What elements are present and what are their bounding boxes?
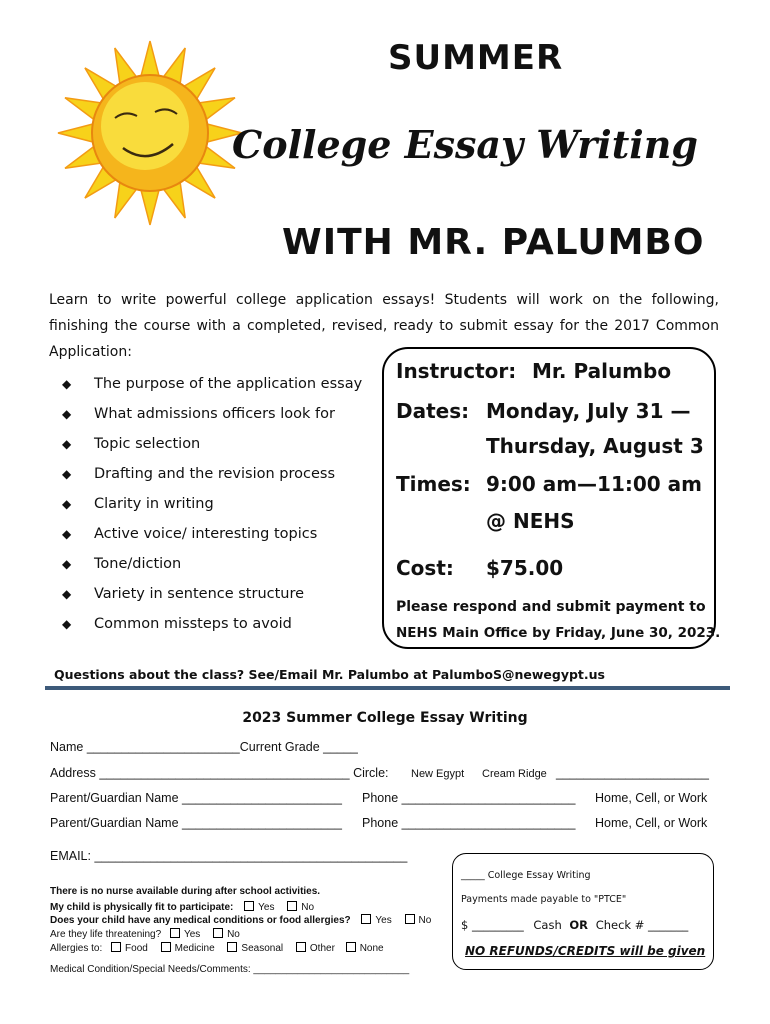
- payment-row: $ _________ Cash OR Check # _______: [461, 918, 689, 932]
- list-item: ◆ Common missteps to avoid: [62, 612, 382, 642]
- questions-contact: Questions about the class? See/Email Mr. Palumbo at PalumboS@newegypt.us: [54, 667, 605, 682]
- physically-fit-question: My child is physically fit to participate:: [50, 902, 234, 913]
- email-field[interactable]: EMAIL: _____________________________________________: [50, 849, 408, 863]
- payable-note: Payments made payable to "PTCE": [461, 894, 627, 905]
- allergy-medicine-checkbox[interactable]: [161, 942, 171, 952]
- sun-ray: [141, 41, 160, 78]
- medical-yes-checkbox[interactable]: [361, 914, 371, 924]
- diamond-bullet-icon: ◆: [62, 437, 72, 451]
- topic-list: [62, 372, 382, 642]
- instructor-label: Instructor:: [396, 359, 517, 383]
- life-yes-checkbox[interactable]: [170, 928, 180, 938]
- dates-line2: Thursday, August 3: [486, 434, 704, 458]
- fit-yes-checkbox[interactable]: [244, 901, 254, 911]
- list-item: ◆ Active voice/ interesting topics: [62, 522, 382, 552]
- diamond-bullet-icon: ◆: [62, 557, 72, 571]
- physically-fit-row: My child is physically fit to participate: Yes No: [50, 902, 315, 913]
- smiling-sun-illustration: [55, 38, 245, 228]
- medical-question-row: Does your child have any medical conditions or food allergies? Yes No: [50, 915, 432, 926]
- diamond-bullet-icon: ◆: [62, 587, 72, 601]
- sun-ray: [58, 124, 95, 143]
- instructor-value: Mr. Palumbo: [532, 359, 672, 383]
- medical-no-checkbox[interactable]: [405, 914, 415, 924]
- list-item: ◆ What admissions officers look for: [62, 402, 382, 432]
- diamond-bullet-icon: ◆: [62, 407, 72, 421]
- allergies-label: Allergies to:: [50, 943, 103, 954]
- sun-ray: [141, 188, 160, 225]
- title-course-name: College Essay Writing: [232, 122, 698, 167]
- check-number-field[interactable]: Check # _______: [595, 918, 689, 932]
- form-title: 2023 Summer College Essay Writing: [242, 710, 528, 726]
- allergy-seasonal-checkbox[interactable]: [227, 942, 237, 952]
- medical-comments-field[interactable]: Medical Condition/Special Needs/Comments: ____________________________: [50, 964, 410, 975]
- allergies-row: Allergies to: Food Medicine Seasonal Other None: [50, 943, 384, 954]
- respond-line2: NEHS Main Office by Friday, June 30, 2023.: [396, 625, 721, 641]
- list-item: ◆ Variety in sentence structure: [62, 582, 382, 612]
- list-item: ◆ Drafting and the revision process: [62, 462, 382, 492]
- circle-option-new-egypt[interactable]: New Egypt: [411, 768, 465, 780]
- diamond-bullet-icon: ◆: [62, 617, 72, 631]
- respond-line1: Please respond and submit payment to: [396, 599, 706, 615]
- parent-name-field-2[interactable]: Parent/Guardian Name _______________________: [50, 816, 342, 830]
- name-grade-field[interactable]: Name ______________________Current Grade _____: [50, 740, 358, 754]
- allergy-none-checkbox[interactable]: [346, 942, 356, 952]
- times-line1: 9:00 am—11:00 am: [486, 472, 703, 496]
- diamond-bullet-icon: ◆: [62, 467, 72, 481]
- dates-line1: Monday, July 31 —: [486, 399, 691, 423]
- phone-field-1[interactable]: Phone _________________________: [362, 791, 576, 805]
- nurse-note: There is no nurse available during after school activities.: [50, 886, 321, 897]
- dates-label: Dates:: [396, 399, 470, 423]
- times-line2: @ NEHS: [486, 509, 575, 533]
- amount-field[interactable]: $ _________: [461, 918, 524, 932]
- course-info-box: [382, 347, 721, 649]
- no-refunds-notice: NO REFUNDS/CREDITS will be given: [465, 944, 706, 958]
- life-threatening-row: Are they life threatening? Yes No: [50, 929, 240, 940]
- life-no-checkbox[interactable]: [213, 928, 223, 938]
- course-select-line[interactable]: _____ College Essay Writing: [461, 870, 591, 881]
- section-divider: [45, 686, 730, 690]
- list-item: ◆ Clarity in writing: [62, 492, 382, 522]
- allergy-other-checkbox[interactable]: [296, 942, 306, 952]
- list-item: ◆ Tone/diction: [62, 552, 382, 582]
- cost-label: Cost:: [396, 556, 454, 580]
- phone-type-1: Home, Cell, or Work: [595, 791, 708, 805]
- address-field[interactable]: Address ____________________________________ Circle:: [50, 766, 389, 780]
- cost-value: $75.00: [486, 556, 564, 580]
- medical-question: Does your child have any medical conditions or food allergies?: [50, 915, 351, 926]
- circle-option-cream-ridge[interactable]: Cream Ridge: [482, 768, 547, 780]
- allergy-food-checkbox[interactable]: [111, 942, 121, 952]
- diamond-bullet-icon: ◆: [62, 377, 72, 391]
- life-threatening-question: Are they life threatening?: [50, 929, 162, 940]
- title-instructor: WITH MR. PALUMBO: [282, 222, 705, 263]
- diamond-bullet-icon: ◆: [62, 497, 72, 511]
- list-item: ◆ Topic selection: [62, 432, 382, 462]
- title-summer: SUMMER: [388, 38, 564, 78]
- circle-blank-field[interactable]: ______________________: [556, 766, 709, 780]
- times-label: Times:: [396, 472, 471, 496]
- list-item: ◆ The purpose of the application essay: [62, 372, 382, 402]
- phone-field-2[interactable]: Phone _________________________: [362, 816, 576, 830]
- payment-box: [452, 853, 714, 970]
- diamond-bullet-icon: ◆: [62, 527, 72, 541]
- parent-name-field-1[interactable]: Parent/Guardian Name _______________________: [50, 791, 342, 805]
- intro-paragraph: Learn to write powerful college application essays! Students will work on the following, finishing the course with a completed, revised, ready to submit essay for the 2017 Common Application:: [49, 292, 719, 360]
- fit-no-checkbox[interactable]: [287, 901, 297, 911]
- phone-type-2: Home, Cell, or Work: [595, 816, 708, 830]
